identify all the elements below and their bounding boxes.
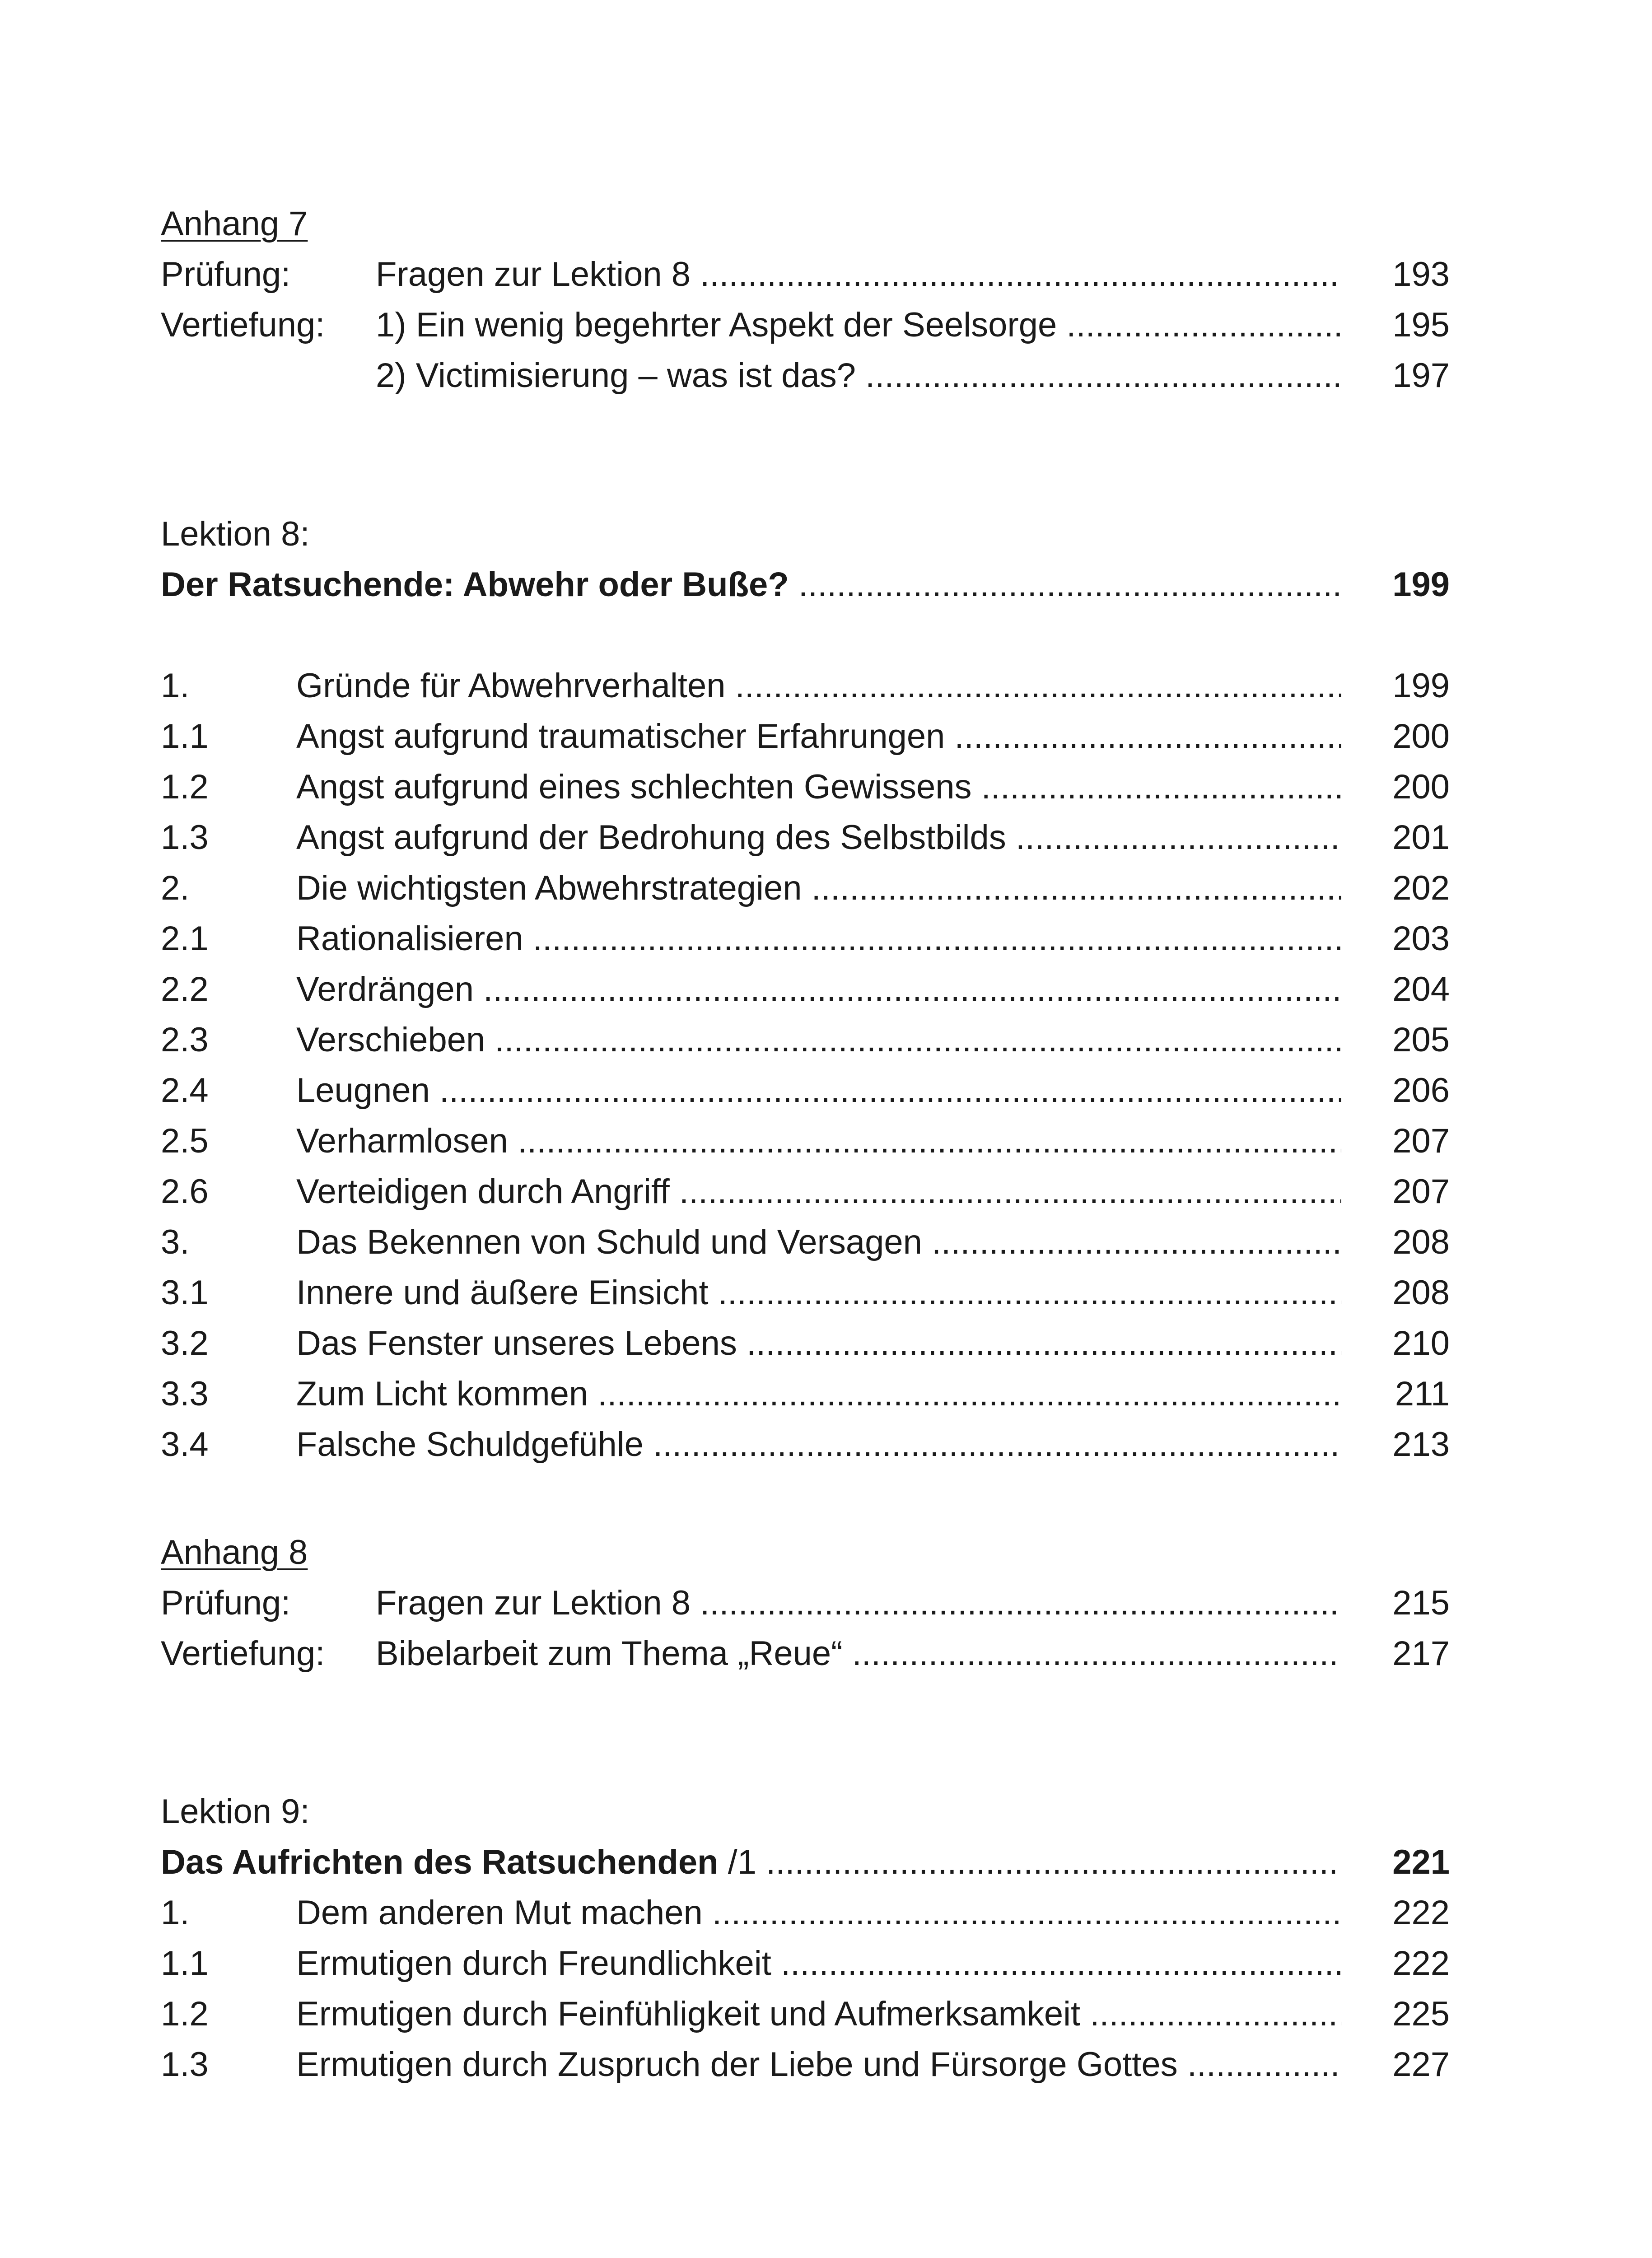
toc-entry-title (161, 560, 1341, 610)
toc-entry-page-number: 205 (1392, 1021, 1450, 1059)
toc-entry-title (161, 1837, 1341, 1888)
toc-entry-page-number: 197 (1392, 356, 1450, 395)
toc-entry (161, 350, 1450, 401)
toc-entry-label: 3.2 (161, 1324, 209, 1362)
toc-entry-title (296, 1938, 1341, 1989)
toc-entry-title-text: Das Bekennen von Schuld und Versagen (296, 1223, 922, 1261)
toc-entry-label: 2.3 (161, 1021, 209, 1059)
toc-entry (161, 1217, 1450, 1268)
toc-entry-page-number: 207 (1392, 1172, 1450, 1211)
toc-entry-page-number: 225 (1392, 1995, 1450, 2033)
toc-entry-page-number: 222 (1392, 1894, 1450, 1932)
toc-entry-title (296, 812, 1341, 863)
toc-entry-title-text: Zum Licht kommen (296, 1375, 588, 1413)
toc-entry (161, 1065, 1450, 1116)
toc-entry (161, 914, 1450, 964)
section-heading: Lektion 8: (161, 515, 310, 553)
toc-entry-page-number: 208 (1392, 1274, 1450, 1312)
toc-entry-title-text: Gründe für Abwehrverhalten (296, 667, 726, 705)
toc-entry-label: 2. (161, 869, 190, 907)
toc-entry-title (296, 1015, 1341, 1065)
toc-entry-label: 3.3 (161, 1375, 209, 1413)
toc-entry-title-text: Verteidigen durch Angriff (296, 1172, 670, 1211)
toc-entry (161, 1369, 1450, 1419)
toc-entry (161, 1268, 1450, 1318)
toc-entry-label: 1.2 (161, 768, 209, 806)
toc-entry-label: Prüfung: (161, 1584, 291, 1622)
toc-entry (161, 1166, 1450, 1217)
toc-entry-title-text: Dem anderen Mut machen (296, 1894, 703, 1932)
toc-entry-title (296, 1166, 1341, 1217)
toc-entry-title-text: Innere und äußere Einsicht (296, 1274, 709, 1312)
toc-entry-title (296, 1318, 1341, 1369)
toc-entry-title-text: Rationalisieren (296, 919, 523, 958)
toc-entry (161, 1578, 1450, 1628)
toc-entry-page-number: 227 (1392, 2045, 1450, 2084)
toc-entry-label: 3.1 (161, 1274, 209, 1312)
toc-entry-page-number: 203 (1392, 919, 1450, 958)
toc-entry-title (296, 2039, 1341, 2090)
toc-entry-page-number: 201 (1392, 818, 1450, 857)
toc-entry (161, 300, 1450, 350)
toc-entry-title-text: 1) Ein wenig begehrter Aspekt der Seelsorge (376, 306, 1057, 344)
toc-entry-title-text: Ermutigen durch Feinfühligkeit und Aufmerksamkeit (296, 1995, 1081, 2033)
toc-entry-title (296, 863, 1341, 914)
toc-entry-title-text: Das Fenster unseres Lebens (296, 1324, 737, 1362)
toc-entry (161, 711, 1450, 762)
toc-entry-page-number: 210 (1392, 1324, 1450, 1362)
toc-entry (161, 2039, 1450, 2090)
toc-entry-title (376, 1578, 1341, 1628)
toc-entry (161, 1888, 1450, 1938)
toc-entry-page-number: 195 (1392, 306, 1450, 344)
toc-entry-title-text: Angst aufgrund traumatischer Erfahrungen (296, 717, 945, 756)
toc-entry-label: 2.2 (161, 970, 209, 1008)
toc-entry-title (296, 1888, 1341, 1938)
toc-entry-label: 1. (161, 667, 190, 705)
toc-entry (161, 863, 1450, 914)
toc-entry-label: 1.2 (161, 1995, 209, 2033)
toc-entry-title (296, 1369, 1341, 1419)
toc-entry-label: Vertiefung: (161, 306, 325, 344)
toc-entry (161, 560, 1450, 610)
toc-entry (161, 1419, 1450, 1470)
toc-entry-title (376, 350, 1341, 401)
toc-entry-label: 2.5 (161, 1122, 209, 1160)
toc-entry-label: 1.1 (161, 717, 209, 756)
toc-entry-label: 3. (161, 1223, 190, 1261)
toc-entry-title-text: Ermutigen durch Zuspruch der Liebe und Fürsorge Gottes (296, 2045, 1178, 2084)
toc-entry-title (296, 1217, 1341, 1268)
toc-entry-label: 3.4 (161, 1425, 209, 1464)
toc-entry (161, 1116, 1450, 1166)
toc-entry-title (376, 249, 1341, 300)
toc-entry-page-number: 204 (1392, 970, 1450, 1008)
toc-entry-title (376, 300, 1341, 350)
toc-entry-title-text: 2) Victimisierung – was ist das? (376, 356, 856, 395)
toc-entry-page-number: 221 (1392, 1843, 1450, 1881)
toc-entry-title-text: Ermutigen durch Freundlichkeit (296, 1944, 771, 1983)
toc-entry-label: 2.4 (161, 1071, 209, 1110)
toc-entry-page-number: 213 (1392, 1425, 1450, 1464)
toc-entry-label: 1. (161, 1894, 190, 1932)
toc-entry-title (296, 661, 1341, 711)
toc-entry-title-text: Die wichtigsten Abwehrstrategien (296, 869, 802, 907)
toc-entry-label: 2.6 (161, 1172, 209, 1211)
section-heading: Anhang 8 (161, 1533, 308, 1572)
toc-entry-title-text: Angst aufgrund der Bedrohung des Selbstbilds (296, 818, 1006, 857)
toc-entry-page-number: 199 (1392, 565, 1450, 604)
toc-entry-label: 1.3 (161, 818, 209, 857)
toc-entry-title (296, 1116, 1341, 1166)
toc-entry-page-number: 211 (1395, 1375, 1450, 1413)
toc-entry-title (296, 964, 1341, 1015)
toc-entry (161, 1837, 1450, 1888)
toc-entry-title (296, 1419, 1341, 1470)
toc-entry-page-number: 206 (1392, 1071, 1450, 1110)
toc-entry-label: 1.1 (161, 1944, 209, 1983)
toc-entry-title (376, 1628, 1341, 1679)
toc-entry-title (296, 914, 1341, 964)
toc-entry (161, 249, 1450, 300)
toc-entry (161, 762, 1450, 812)
toc-entry-page-number: 208 (1392, 1223, 1450, 1261)
toc-entry-page-number: 200 (1392, 717, 1450, 756)
toc-entry-title (296, 762, 1341, 812)
toc-entry-title (296, 1065, 1341, 1116)
toc-entry-page-number: 217 (1392, 1634, 1450, 1673)
toc-entry-page-number: 222 (1392, 1944, 1450, 1983)
toc-entry-label: 1.3 (161, 2045, 209, 2084)
toc-entry-title (296, 1268, 1341, 1318)
section-heading: Anhang 7 (161, 205, 308, 243)
section-heading: Lektion 9: (161, 1792, 310, 1831)
toc-entry-label: Prüfung: (161, 255, 291, 294)
toc-entry (161, 964, 1450, 1015)
toc-entry-page-number: 200 (1392, 768, 1450, 806)
toc-entry (161, 1628, 1450, 1679)
toc-entry-page-number: 199 (1392, 667, 1450, 705)
toc-entry (161, 812, 1450, 863)
toc-entry-label: 2.1 (161, 919, 209, 958)
toc-entry-title-text: Falsche Schuldgefühle (296, 1425, 644, 1464)
toc-entry-title-text: Fragen zur Lektion 8 (376, 255, 691, 294)
toc-entry (161, 661, 1450, 711)
toc-entry-title-text: Verdrängen (296, 970, 474, 1008)
toc-entry-page-number: 193 (1392, 255, 1450, 294)
toc-entry-title (296, 1989, 1341, 2039)
toc-entry-title-text: Leugnen (296, 1071, 430, 1110)
toc-entry-title-text: Der Ratsuchende: Abwehr oder Buße? (161, 565, 789, 604)
toc-entry-title-text: Bibelarbeit zum Thema „Reue“ (376, 1634, 843, 1673)
toc-entry-suffix: /1 (718, 1843, 757, 1881)
toc-entry-title-text: Verschieben (296, 1021, 485, 1059)
toc-entry-title-text: Fragen zur Lektion 8 (376, 1584, 691, 1622)
toc-entry (161, 1989, 1450, 2039)
toc-entry (161, 1938, 1450, 1989)
toc-entry-title (296, 711, 1341, 762)
toc-entry (161, 1318, 1450, 1369)
toc-entry-label: Vertiefung: (161, 1634, 325, 1673)
toc-entry-page-number: 207 (1392, 1122, 1450, 1160)
toc-entry-title-text: Das Aufrichten des Ratsuchenden (161, 1843, 719, 1881)
toc-entry-title-text: Angst aufgrund eines schlechten Gewissens (296, 768, 972, 806)
toc-entry-page-number: 215 (1392, 1584, 1450, 1622)
toc-entry (161, 1015, 1450, 1065)
toc-entry-page-number: 202 (1392, 869, 1450, 907)
toc-entry-title-text: Verharmlosen (296, 1122, 508, 1160)
